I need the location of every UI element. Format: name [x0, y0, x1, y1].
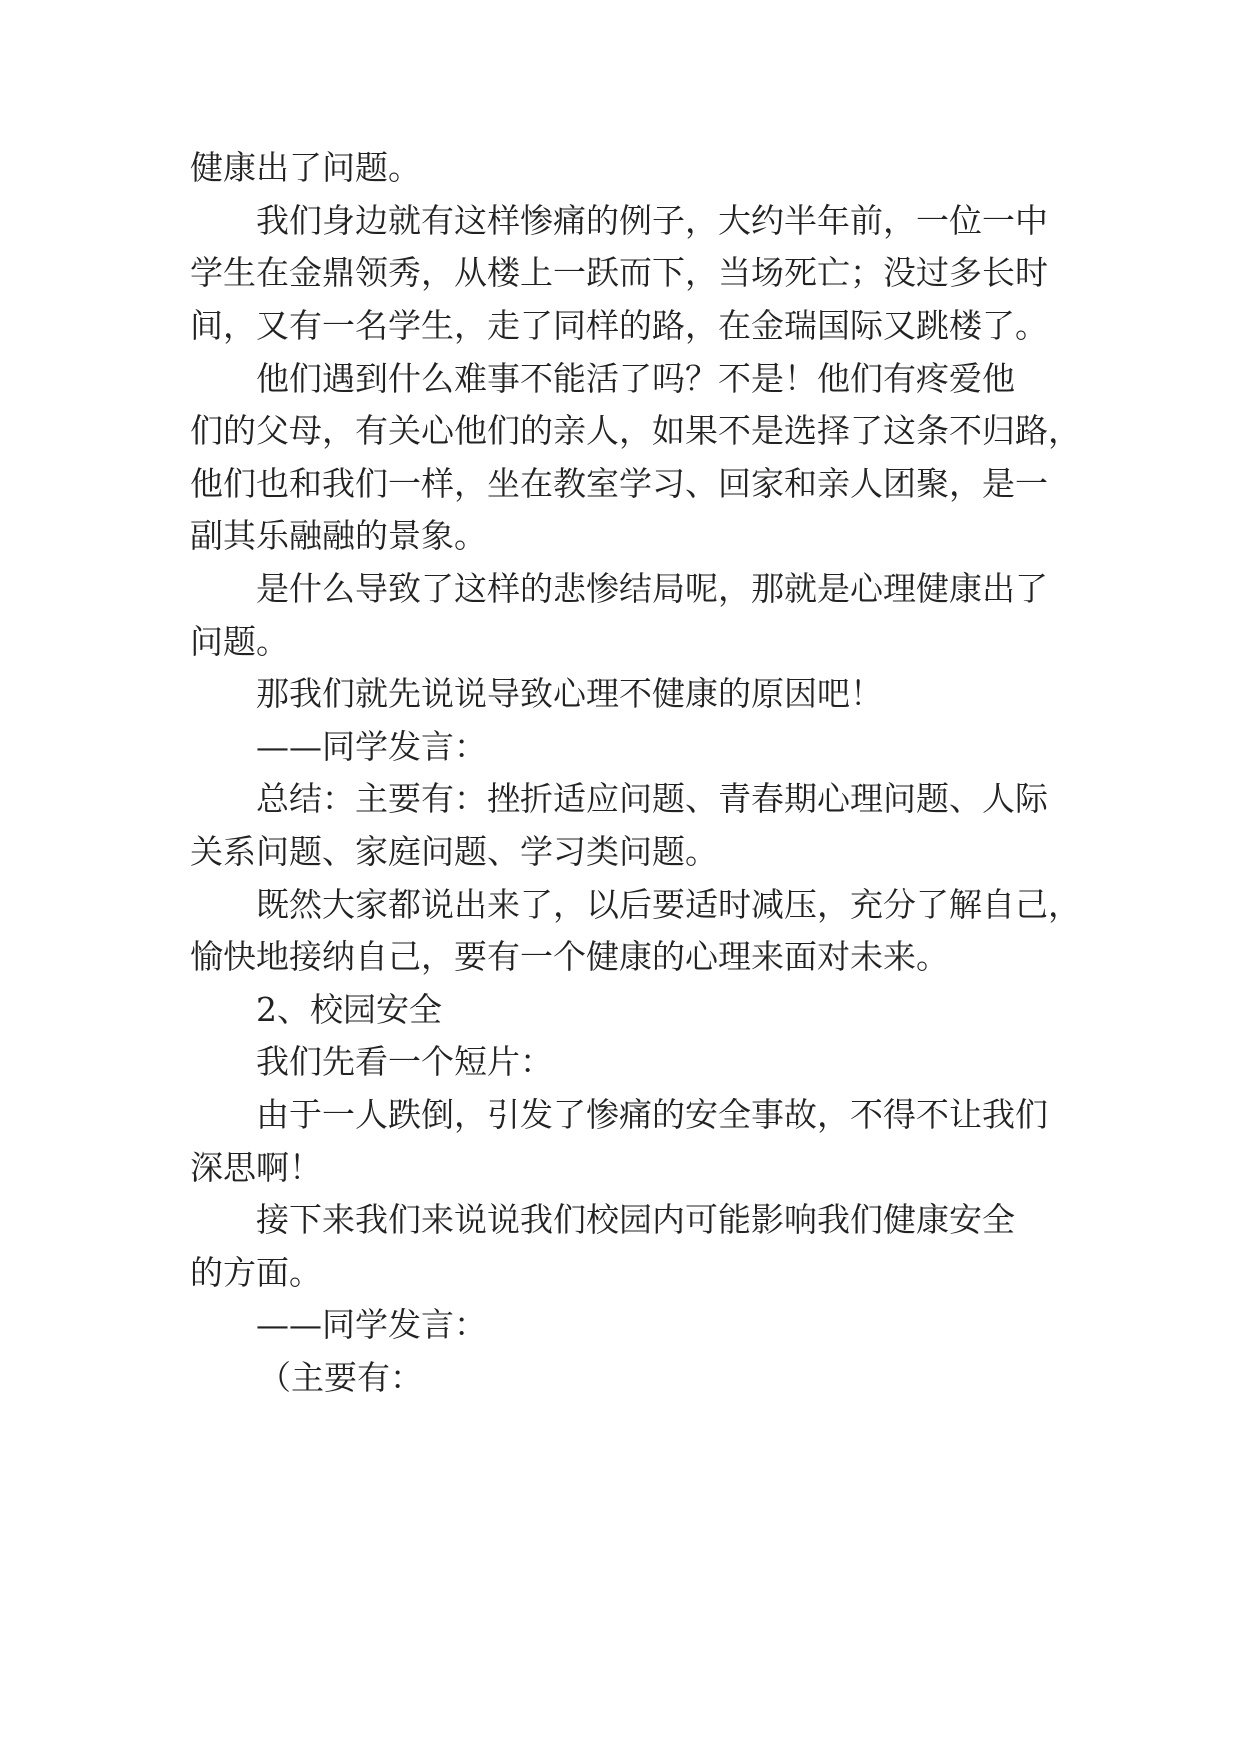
text-line: 关系问题、家庭问题、学习类问题。 — [190, 832, 718, 871]
paragraph-start: 接下来我们来说说我们校园内可能影响我们健康安全 — [256, 1200, 1015, 1239]
text-line: 问题。 — [190, 622, 289, 661]
paragraph-start: 那我们就先说说导致心理不健康的原因吧！ — [256, 674, 883, 713]
paragraph-start: （主要有： — [258, 1358, 423, 1397]
text-line: 副其乐融融的景象。 — [190, 516, 487, 555]
paragraph-start: 我们身边就有这样惨痛的例子，大约半年前，一位一中 — [256, 201, 1048, 240]
text-line: 学生在金鼎领秀，从楼上一跃而下，当场死亡；没过多长时 — [190, 253, 1048, 292]
paragraph-start: 总结：主要有：挫折适应问题、青春期心理问题、人际 — [256, 779, 1048, 818]
paragraph-start: 是什么导致了这样的悲惨结局呢，那就是心理健康出了 — [256, 569, 1048, 608]
text-line: 健康出了问题。 — [190, 148, 421, 187]
paragraph-start: 既然大家都说出来了，以后要适时减压，充分了解自己， — [256, 885, 1081, 924]
speech-prompt: ——同学发言： — [256, 727, 487, 766]
text-line: 他们也和我们一样，坐在教室学习、回家和亲人团聚，是一 — [190, 464, 1048, 503]
speech-prompt: ——同学发言： — [256, 1305, 487, 1344]
text-line: 愉快地接纳自己，要有一个健康的心理来面对未来。 — [190, 937, 949, 976]
section-heading: 2、校园安全 — [256, 990, 442, 1029]
paragraph-start: 由于一人跌倒，引发了惨痛的安全事故，不得不让我们 — [256, 1095, 1048, 1134]
paragraph-start: 他们遇到什么难事不能活了吗？不是！他们有疼爱他 — [256, 359, 1015, 398]
paragraph-start: 我们先看一个短片： — [256, 1042, 553, 1081]
text-line: 间，又有一名学生，走了同样的路，在金瑞国际又跳楼了。 — [190, 306, 1048, 345]
text-line: 深思啊！ — [190, 1148, 322, 1187]
text-line: 的方面。 — [190, 1253, 322, 1292]
text-line: 们的父母，有关心他们的亲人，如果不是选择了这条不归路， — [190, 411, 1081, 450]
